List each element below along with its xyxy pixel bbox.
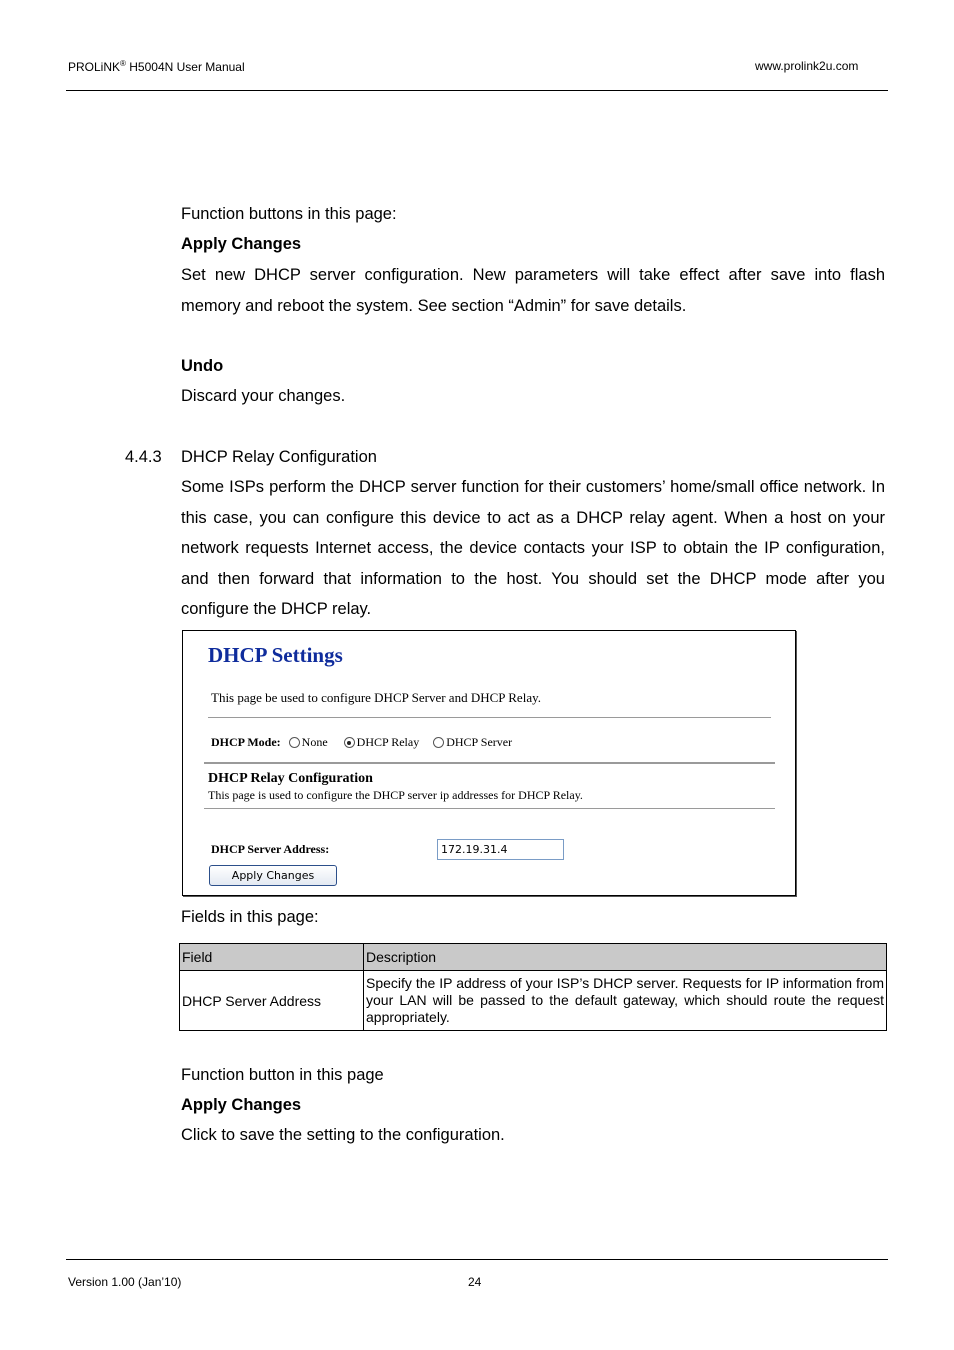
footer-version: Version 1.00 (Jan’10) — [68, 1275, 182, 1289]
radio-none-label: None — [301, 735, 328, 749]
header-divider — [66, 90, 888, 91]
apply-changes-heading-2: Apply Changes — [181, 1096, 302, 1114]
field-cell: DHCP Server Address — [180, 971, 364, 1031]
divider — [204, 762, 775, 764]
dhcp-mode-row — [211, 735, 512, 750]
apply-changes-text: Set new DHCP server configuration. New parameters will take effect after save into flash memory and reboot the system. See section “Admin” for save details. — [181, 266, 885, 315]
manual-name: H5004N User Manual — [125, 60, 245, 74]
header-title — [68, 59, 245, 74]
header-field: Field — [180, 944, 364, 971]
divider — [204, 808, 775, 809]
section-number: 4.4.3 — [125, 448, 162, 466]
dhcp-settings-title: DHCP Settings — [208, 643, 343, 667]
dhcp-mode-label: DHCP Mode: — [211, 735, 281, 749]
brand-name: PROLiNK — [68, 60, 121, 74]
table-header-row — [180, 944, 887, 971]
undo-heading: Undo — [181, 357, 224, 375]
divider — [208, 717, 771, 718]
radio-dhcp-server-label: DHCP Server — [446, 735, 513, 749]
fields-table — [179, 943, 887, 1031]
dhcp-relay-description: This page is used to configure the DHCP server ip addresses for DHCP Relay. — [208, 788, 583, 802]
registered-mark: ® — [120, 59, 126, 68]
section-body: Some ISPs perform the DHCP server function for their customers’ home/small office network. In this case, you can configure this device to act as a DHCP relay agent. When a host on your network requests Internet access, the device contacts your ISP to obtain the IP configuration, and then forward that information to the host. You should set the DHCP mode after you configure the DHCP relay. — [181, 478, 885, 618]
radio-dhcp-server[interactable] — [433, 737, 444, 748]
fields-caption: Fields in this page: — [181, 908, 319, 926]
header-description: Description — [364, 944, 887, 971]
radio-dhcp-relay[interactable] — [344, 737, 355, 748]
server-address-input[interactable]: 172.19.31.4 — [437, 839, 564, 860]
dhcp-settings-description: This page be used to configure DHCP Server and DHCP Relay. — [211, 690, 541, 705]
section-title: DHCP Relay Configuration — [181, 448, 377, 466]
apply-changes-heading: Apply Changes — [181, 235, 302, 253]
server-address-label: DHCP Server Address: — [211, 842, 330, 856]
header-website: www.prolink2u.com — [755, 59, 859, 73]
dhcp-settings-screenshot — [182, 630, 796, 896]
radio-none[interactable] — [289, 737, 300, 748]
radio-dhcp-relay-label: DHCP Relay — [356, 735, 420, 749]
function-buttons-caption: Function buttons in this page: — [181, 205, 397, 223]
undo-text: Discard your changes. — [181, 387, 346, 405]
description-cell: Specify the IP address of your ISP’s DHCP server. Requests for IP information from your LAN will be passed to the default gateway, which should route the request appropriately. — [364, 971, 887, 1031]
table-row — [180, 971, 887, 1031]
footer-divider — [66, 1259, 888, 1260]
apply-changes-button[interactable]: Apply Changes — [209, 865, 337, 886]
function-button-caption: Function button in this page — [181, 1066, 384, 1084]
apply-changes-text-2: Click to save the setting to the configuration. — [181, 1126, 505, 1144]
dhcp-relay-title: DHCP Relay Configuration — [208, 771, 373, 786]
page-number: 24 — [468, 1275, 482, 1289]
